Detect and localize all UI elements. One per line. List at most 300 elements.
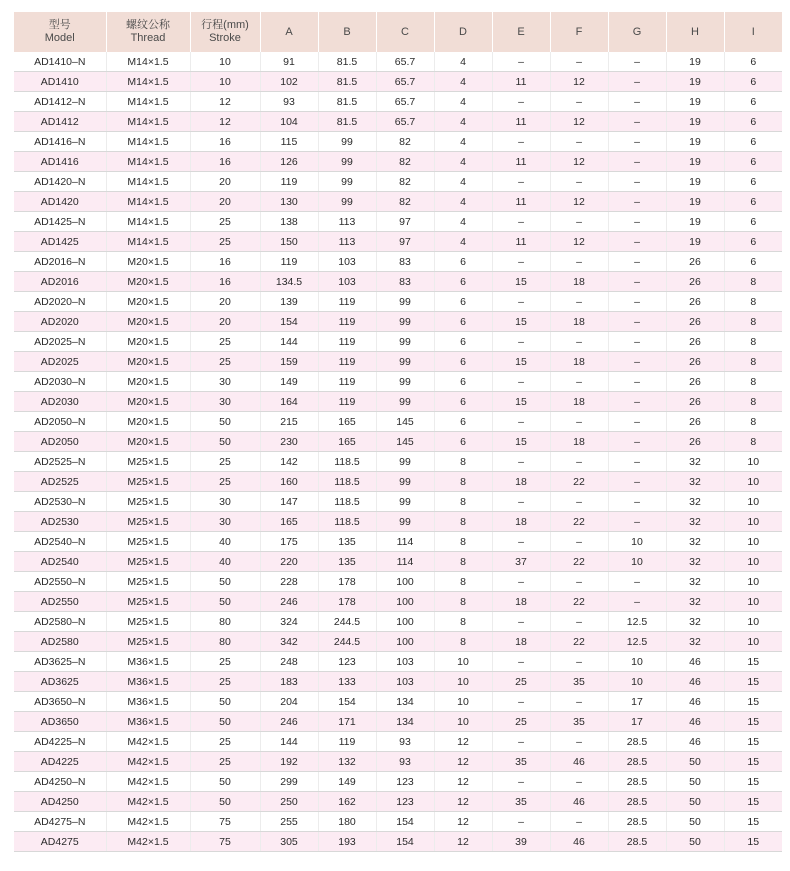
table-cell: 244.5 — [318, 632, 376, 652]
table-cell: AD1420–N — [14, 172, 106, 192]
table-cell: – — [492, 212, 550, 232]
table-cell: 6 — [724, 232, 782, 252]
table-cell: 18 — [492, 472, 550, 492]
table-cell: 6 — [434, 352, 492, 372]
table-cell: – — [608, 472, 666, 492]
table-cell: AD1412–N — [14, 92, 106, 112]
table-cell: 15 — [724, 672, 782, 692]
table-cell: 93 — [376, 752, 434, 772]
table-cell: AD2530 — [14, 512, 106, 532]
table-cell: 99 — [376, 372, 434, 392]
table-cell: 80 — [190, 612, 260, 632]
table-cell: 99 — [376, 472, 434, 492]
table-cell: – — [550, 372, 608, 392]
table-cell: 16 — [190, 132, 260, 152]
table-row — [14, 92, 782, 112]
table-cell: 50 — [190, 772, 260, 792]
table-cell: – — [550, 692, 608, 712]
table-cell: 19 — [666, 72, 724, 92]
table-row — [14, 232, 782, 252]
table-cell: – — [492, 692, 550, 712]
table-cell: – — [608, 112, 666, 132]
column-header-thread — [106, 12, 190, 52]
table-cell: 28.5 — [608, 772, 666, 792]
table-cell: 149 — [318, 772, 376, 792]
table-cell: 220 — [260, 552, 318, 572]
table-cell: 8 — [434, 592, 492, 612]
column-header-en: H — [691, 25, 699, 38]
table-cell: 65.7 — [376, 72, 434, 92]
table-cell: 50 — [666, 832, 724, 852]
table-cell: 32 — [666, 632, 724, 652]
table-cell: – — [492, 812, 550, 832]
table-cell: 19 — [666, 232, 724, 252]
table-cell: 12 — [434, 752, 492, 772]
table-cell: 6 — [434, 412, 492, 432]
table-cell: AD2540–N — [14, 532, 106, 552]
table-cell: AD1425 — [14, 232, 106, 252]
table-cell: 10 — [608, 652, 666, 672]
table-cell: 299 — [260, 772, 318, 792]
column-header-en: D — [459, 25, 467, 38]
table-cell: 35 — [550, 712, 608, 732]
table-cell: M20×1.5 — [106, 312, 190, 332]
table-cell: – — [550, 572, 608, 592]
table-row — [14, 292, 782, 312]
table-row — [14, 352, 782, 372]
table-cell: 93 — [260, 92, 318, 112]
table-cell: 8 — [724, 392, 782, 412]
table-cell: 16 — [190, 252, 260, 272]
table-cell: 25 — [190, 212, 260, 232]
table-cell: – — [608, 132, 666, 152]
table-cell: – — [550, 412, 608, 432]
table-cell: 15 — [724, 652, 782, 672]
table-cell: 18 — [550, 392, 608, 412]
table-cell: AD2016–N — [14, 252, 106, 272]
table-row — [14, 212, 782, 232]
table-cell: AD4225 — [14, 752, 106, 772]
table-cell: 246 — [260, 592, 318, 612]
table-cell: – — [492, 332, 550, 352]
table-cell: – — [492, 172, 550, 192]
table-cell: – — [492, 412, 550, 432]
column-header-h — [666, 12, 724, 52]
table-cell: – — [608, 392, 666, 412]
table-cell: 154 — [376, 832, 434, 852]
column-header-d — [434, 12, 492, 52]
table-cell: – — [492, 132, 550, 152]
table-cell: 17 — [608, 692, 666, 712]
table-cell: M42×1.5 — [106, 832, 190, 852]
table-cell: 25 — [492, 712, 550, 732]
column-header-en: Model — [44, 32, 75, 44]
table-cell: M25×1.5 — [106, 572, 190, 592]
table-cell: M25×1.5 — [106, 532, 190, 552]
table-cell: – — [550, 452, 608, 472]
table-cell: 10 — [608, 672, 666, 692]
table-cell: 145 — [376, 412, 434, 432]
table-cell: 19 — [666, 92, 724, 112]
table-cell: 6 — [434, 432, 492, 452]
table-cell: – — [492, 372, 550, 392]
table-cell: M25×1.5 — [106, 512, 190, 532]
table-cell: – — [550, 172, 608, 192]
table-cell: 28.5 — [608, 752, 666, 772]
table-cell: 18 — [492, 592, 550, 612]
table-cell: – — [608, 352, 666, 372]
table-cell: 25 — [190, 672, 260, 692]
table-cell: 19 — [666, 192, 724, 212]
table-cell: M20×1.5 — [106, 272, 190, 292]
column-header-en: I — [751, 25, 755, 38]
table-cell: 20 — [190, 312, 260, 332]
table-cell: – — [608, 152, 666, 172]
table-cell: M14×1.5 — [106, 152, 190, 172]
table-row — [14, 612, 782, 632]
table-cell: 50 — [666, 792, 724, 812]
table-cell: 22 — [550, 592, 608, 612]
table-cell: 50 — [190, 572, 260, 592]
table-cell: 134 — [376, 712, 434, 732]
table-cell: 99 — [376, 512, 434, 532]
table-cell: 10 — [724, 572, 782, 592]
table-cell: – — [492, 52, 550, 72]
table-cell: 22 — [550, 552, 608, 572]
table-cell: 16 — [190, 272, 260, 292]
table-cell: 119 — [318, 312, 376, 332]
column-header-a — [260, 12, 318, 52]
table-row — [14, 272, 782, 292]
table-cell: 50 — [190, 792, 260, 812]
column-header-cn: 行程(mm) — [201, 19, 249, 31]
column-header-en: B — [343, 25, 351, 38]
table-cell: 119 — [260, 252, 318, 272]
table-cell: M42×1.5 — [106, 752, 190, 772]
table-cell: 65.7 — [376, 52, 434, 72]
table-cell: 46 — [666, 732, 724, 752]
table-cell: 26 — [666, 292, 724, 312]
table-cell: 99 — [318, 152, 376, 172]
table-cell: 8 — [434, 512, 492, 532]
table-cell: 8 — [434, 472, 492, 492]
table-cell: M14×1.5 — [106, 112, 190, 132]
table-cell: 165 — [260, 512, 318, 532]
table-cell: AD4275–N — [14, 812, 106, 832]
table-cell: 32 — [666, 492, 724, 512]
table-cell: 22 — [550, 472, 608, 492]
table-cell: 46 — [666, 712, 724, 732]
table-cell: 10 — [434, 692, 492, 712]
table-cell: 82 — [376, 192, 434, 212]
table-cell: AD1412 — [14, 112, 106, 132]
table-cell: M14×1.5 — [106, 132, 190, 152]
table-cell: 40 — [190, 532, 260, 552]
table-cell: 99 — [376, 452, 434, 472]
table-row — [14, 72, 782, 92]
table-cell: 32 — [666, 512, 724, 532]
table-cell: 144 — [260, 332, 318, 352]
table-cell: 119 — [318, 372, 376, 392]
table-cell: 103 — [318, 252, 376, 272]
table-cell: 18 — [550, 432, 608, 452]
table-cell: 12 — [434, 812, 492, 832]
table-cell: M25×1.5 — [106, 472, 190, 492]
column-header-en: Stroke — [209, 32, 241, 44]
table-cell: 123 — [376, 792, 434, 812]
table-cell: 130 — [260, 192, 318, 212]
table-cell: AD1420 — [14, 192, 106, 212]
table-cell: 11 — [492, 72, 550, 92]
table-cell: AD2525–N — [14, 452, 106, 472]
table-cell: M25×1.5 — [106, 552, 190, 572]
column-header-model — [14, 12, 106, 52]
table-cell: 15 — [492, 352, 550, 372]
table-cell: AD2580 — [14, 632, 106, 652]
table-cell: 8 — [724, 412, 782, 432]
table-cell: 4 — [434, 232, 492, 252]
table-cell: 37 — [492, 552, 550, 572]
table-row — [14, 432, 782, 452]
table-cell: 139 — [260, 292, 318, 312]
table-cell: 65.7 — [376, 92, 434, 112]
table-cell: 6 — [724, 92, 782, 112]
table-cell: 25 — [190, 472, 260, 492]
table-cell: AD4225–N — [14, 732, 106, 752]
table-cell: 46 — [666, 652, 724, 672]
table-cell: AD2025 — [14, 352, 106, 372]
column-header-en: F — [575, 25, 583, 38]
table-cell: 19 — [666, 212, 724, 232]
table-cell: 10 — [608, 532, 666, 552]
column-header-c — [376, 12, 434, 52]
table-cell: M20×1.5 — [106, 352, 190, 372]
table-cell: 248 — [260, 652, 318, 672]
table-cell: 165 — [318, 432, 376, 452]
table-cell: 11 — [492, 192, 550, 212]
table-cell: – — [492, 652, 550, 672]
table-cell: 82 — [376, 152, 434, 172]
table-cell: M25×1.5 — [106, 452, 190, 472]
table-cell: AD2020–N — [14, 292, 106, 312]
table-cell: 144 — [260, 732, 318, 752]
table-row — [14, 132, 782, 152]
table-cell: 50 — [666, 772, 724, 792]
table-cell: 8 — [724, 352, 782, 372]
table-cell: 178 — [318, 572, 376, 592]
table-cell: 35 — [550, 672, 608, 692]
table-cell: 12 — [550, 232, 608, 252]
table-row — [14, 832, 782, 852]
table-cell: 28.5 — [608, 732, 666, 752]
table-cell: 100 — [376, 592, 434, 612]
table-cell: 192 — [260, 752, 318, 772]
table-row — [14, 632, 782, 652]
table-cell: 97 — [376, 212, 434, 232]
table-cell: 119 — [318, 292, 376, 312]
table-cell: 119 — [318, 732, 376, 752]
table-cell: 8 — [724, 312, 782, 332]
table-cell: M14×1.5 — [106, 72, 190, 92]
table-cell: 99 — [318, 192, 376, 212]
table-cell: 30 — [190, 492, 260, 512]
table-cell: M20×1.5 — [106, 392, 190, 412]
table-cell: 12 — [434, 732, 492, 752]
table-cell: 118.5 — [318, 472, 376, 492]
table-cell: M25×1.5 — [106, 592, 190, 612]
table-cell: 12 — [550, 72, 608, 92]
table-cell: 50 — [190, 712, 260, 732]
column-header-f — [550, 12, 608, 52]
table-cell: AD3650–N — [14, 692, 106, 712]
table-row — [14, 312, 782, 332]
table-cell: 25 — [190, 332, 260, 352]
table-cell: 46 — [666, 672, 724, 692]
table-cell: 99 — [376, 352, 434, 372]
table-cell: – — [492, 92, 550, 112]
table-cell: 18 — [492, 512, 550, 532]
table-cell: 35 — [492, 752, 550, 772]
table-cell: 19 — [666, 132, 724, 152]
table-cell: M14×1.5 — [106, 52, 190, 72]
table-cell: – — [550, 252, 608, 272]
table-cell: 82 — [376, 132, 434, 152]
table-cell: – — [550, 732, 608, 752]
table-cell: 50 — [666, 812, 724, 832]
table-cell: 8 — [434, 632, 492, 652]
table-cell: 12 — [550, 192, 608, 212]
table-cell: 142 — [260, 452, 318, 472]
table-row — [14, 172, 782, 192]
table-cell: – — [608, 412, 666, 432]
table-row — [14, 332, 782, 352]
table-cell: AD1416–N — [14, 132, 106, 152]
table-cell: M42×1.5 — [106, 772, 190, 792]
table-body — [14, 52, 782, 852]
table-cell: 10 — [724, 512, 782, 532]
table-cell: 104 — [260, 112, 318, 132]
table-cell: 16 — [190, 152, 260, 172]
table-cell: 6 — [724, 152, 782, 172]
table-cell: 134 — [376, 692, 434, 712]
table-cell: 15 — [724, 752, 782, 772]
table-cell: 4 — [434, 152, 492, 172]
table-cell: M14×1.5 — [106, 192, 190, 212]
table-cell: 154 — [376, 812, 434, 832]
table-cell: M20×1.5 — [106, 432, 190, 452]
table-cell: 10 — [434, 672, 492, 692]
table-cell: 10 — [724, 552, 782, 572]
column-header-b — [318, 12, 376, 52]
table-cell: – — [608, 52, 666, 72]
table-cell: 10 — [434, 652, 492, 672]
table-cell: 10 — [724, 472, 782, 492]
table-cell: 19 — [666, 112, 724, 132]
table-row — [14, 672, 782, 692]
table-cell: – — [492, 252, 550, 272]
table-cell: 6 — [724, 132, 782, 152]
table-cell: – — [608, 292, 666, 312]
table-cell: 8 — [724, 292, 782, 312]
table-row — [14, 392, 782, 412]
table-cell: 138 — [260, 212, 318, 232]
table-cell: 305 — [260, 832, 318, 852]
table-cell: 18 — [492, 632, 550, 652]
table-cell: 26 — [666, 252, 724, 272]
column-header-cn: 螺纹公称 — [126, 19, 170, 31]
table-cell: M36×1.5 — [106, 712, 190, 732]
table-cell: AD3650 — [14, 712, 106, 732]
table-cell: 11 — [492, 232, 550, 252]
table-cell: 6 — [724, 172, 782, 192]
table-cell: 81.5 — [318, 92, 376, 112]
table-cell: 180 — [318, 812, 376, 832]
table-cell: 164 — [260, 392, 318, 412]
table-cell: 183 — [260, 672, 318, 692]
table-cell: 32 — [666, 472, 724, 492]
table-cell: 8 — [724, 372, 782, 392]
table-cell: – — [608, 212, 666, 232]
table-cell: 25 — [190, 652, 260, 672]
table-cell: 46 — [550, 752, 608, 772]
table-cell: 6 — [724, 192, 782, 212]
table-cell: 81.5 — [318, 52, 376, 72]
table-cell: 15 — [492, 392, 550, 412]
header-row — [14, 12, 782, 52]
table-cell: M20×1.5 — [106, 372, 190, 392]
table-cell: 19 — [666, 52, 724, 72]
table-row — [14, 812, 782, 832]
table-cell: 150 — [260, 232, 318, 252]
table-cell: 6 — [434, 332, 492, 352]
table-cell: 81.5 — [318, 72, 376, 92]
table-cell: AD2580–N — [14, 612, 106, 632]
table-cell: – — [608, 172, 666, 192]
table-cell: 250 — [260, 792, 318, 812]
table-cell: AD2550–N — [14, 572, 106, 592]
table-cell: 99 — [318, 132, 376, 152]
table-cell: 103 — [318, 272, 376, 292]
table-cell: 32 — [666, 452, 724, 472]
table-cell: – — [608, 572, 666, 592]
table-cell: – — [608, 92, 666, 112]
table-cell: 80 — [190, 632, 260, 652]
table-row — [14, 692, 782, 712]
table-cell: 32 — [666, 552, 724, 572]
table-cell: – — [492, 292, 550, 312]
table-row — [14, 572, 782, 592]
table-cell: 8 — [434, 612, 492, 632]
table-cell: 26 — [666, 392, 724, 412]
table-cell: 228 — [260, 572, 318, 592]
table-cell: 25 — [190, 752, 260, 772]
table-cell: – — [492, 492, 550, 512]
table-cell: 99 — [376, 332, 434, 352]
table-cell: 28.5 — [608, 792, 666, 812]
table-cell: 46 — [666, 692, 724, 712]
table-cell: 26 — [666, 432, 724, 452]
table-row — [14, 252, 782, 272]
table-cell: 15 — [492, 272, 550, 292]
table-cell: M20×1.5 — [106, 292, 190, 312]
table-cell: 119 — [260, 172, 318, 192]
table-cell: 46 — [550, 792, 608, 812]
table-cell: 4 — [434, 132, 492, 152]
table-cell: 11 — [492, 112, 550, 132]
table-cell: AD2030–N — [14, 372, 106, 392]
table-cell: 154 — [260, 312, 318, 332]
table-cell: 4 — [434, 172, 492, 192]
